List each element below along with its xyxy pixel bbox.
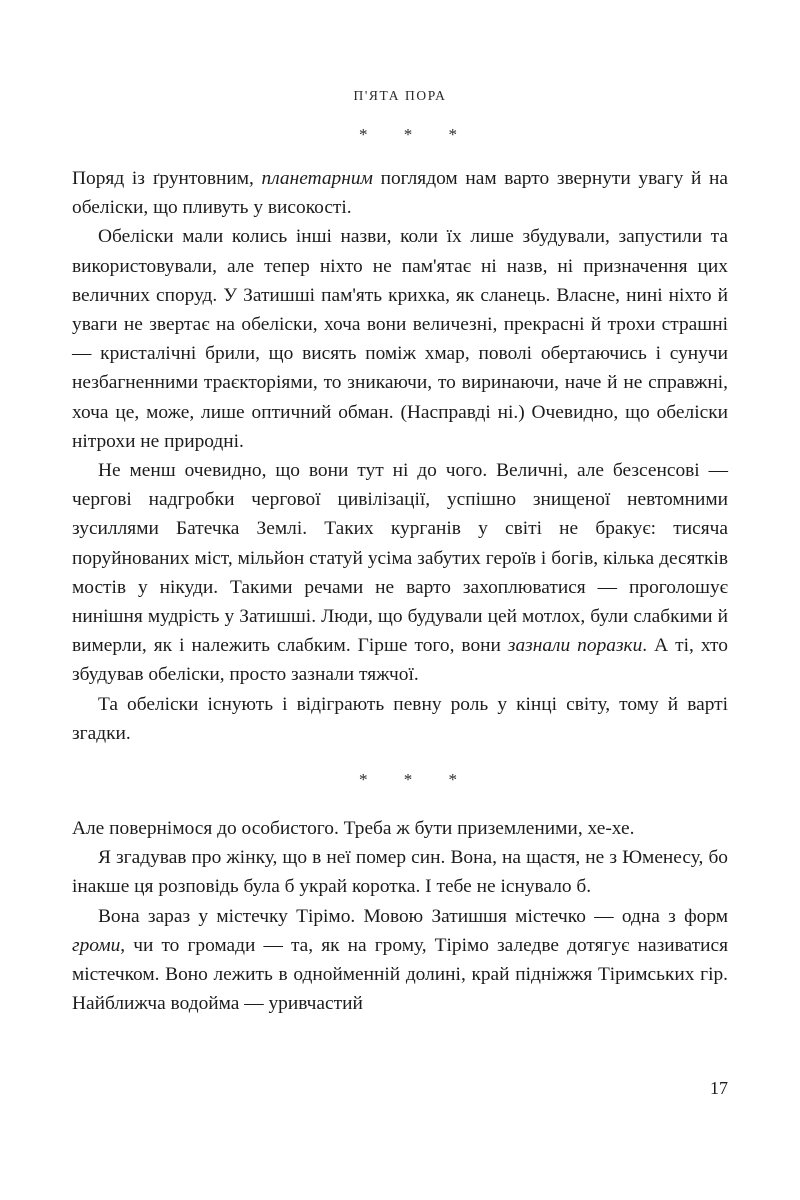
body-text: Я згадував про жінку, що в неї помер син. Вона, на щастя, не з Юменесу, бо інакше ця розповідь була б украй коротка. І тебе не існувало б. — [72, 847, 728, 898]
body-text: Поряд із ґрунтовним, — [72, 168, 262, 189]
paragraph — [72, 902, 728, 1019]
body-text: Не менш очевидно, що вони тут ні до чого. Величні, але безсенсові — чергові надгробки чергової цивілізації, успішно знищеної невтомними зусиллями Батечка Землі. Таких курганів у світі не бракує: тисяча поруйнованих міст, мільйон статуй усіма забутих героїв і богів, кілька десятків мостів у нікуди. Такими речами не варто захоплюватися — проголошує нинішня мудрість у Затишші. Люди, що будували цей мотлох, були слабкими й вимерли, як і належить слабким. Гірше того, вони — [72, 460, 728, 657]
section-separator-top: * * * — [359, 125, 473, 144]
paragraph — [72, 814, 728, 843]
body-text: Обеліски мали колись інші назви, коли їх лише збудували, запустили та використовували, але тепер ніхто не пам'ятає ні назв, ні призначення цих величних споруд. У Затишші пам'ять крихка, як сланець. Власне, нині ніхто й уваги не звертає на обеліски, хоча вони величезні, прекрасні й трохи страшні — кристалічні брили, що висять поміж хмар, поволі обертаючись і сунучи незбагненними траєкторіями, то зникаючи, то виринаючи, наче й не справжні, хоча це, може, лише оптичний обман. (Насправді ні.) Очевидно, що обеліски нітрохи не природні. — [72, 226, 728, 452]
body-text: , чи то громади — та, як на грому, Тірімо заледве дотягує називатися містечком. Воно лежить в однойменній долині, край підніжжя Тіримських гір. Найближча водойма — уривчастий — [72, 934, 728, 1015]
emphasis-text: громи — [72, 934, 121, 956]
paragraph — [72, 456, 728, 690]
running-head: П'ЯТА ПОРА — [353, 88, 447, 103]
section-separator-middle: * * * — [359, 770, 473, 790]
body-text: . А ті, хто збудував обеліски, просто зазнали тяжчої. — [72, 635, 728, 686]
body-text: поглядом нам варто звернути увагу й на обеліски, що пливуть у високості. — [72, 168, 728, 219]
body-text: Та обеліски існують і відіграють певну роль у кінці світу, тому й варті згадки. — [72, 693, 728, 744]
paragraph — [72, 690, 728, 748]
body-text: Вона зараз у містечку Тірімо. Мовою Затишшя містечко — одна з форм — [98, 905, 728, 927]
emphasis-text: планетарним — [261, 168, 373, 189]
body-text: Але повернімося до особистого. Треба ж бути приземленими, хе-хе. — [72, 818, 635, 840]
paragraph — [72, 222, 728, 456]
page-number: 17 — [710, 1078, 728, 1098]
paragraph — [72, 843, 728, 901]
page-body — [72, 164, 728, 1018]
paragraph — [72, 164, 728, 222]
emphasis-text: зазнали поразки — [507, 635, 643, 657]
